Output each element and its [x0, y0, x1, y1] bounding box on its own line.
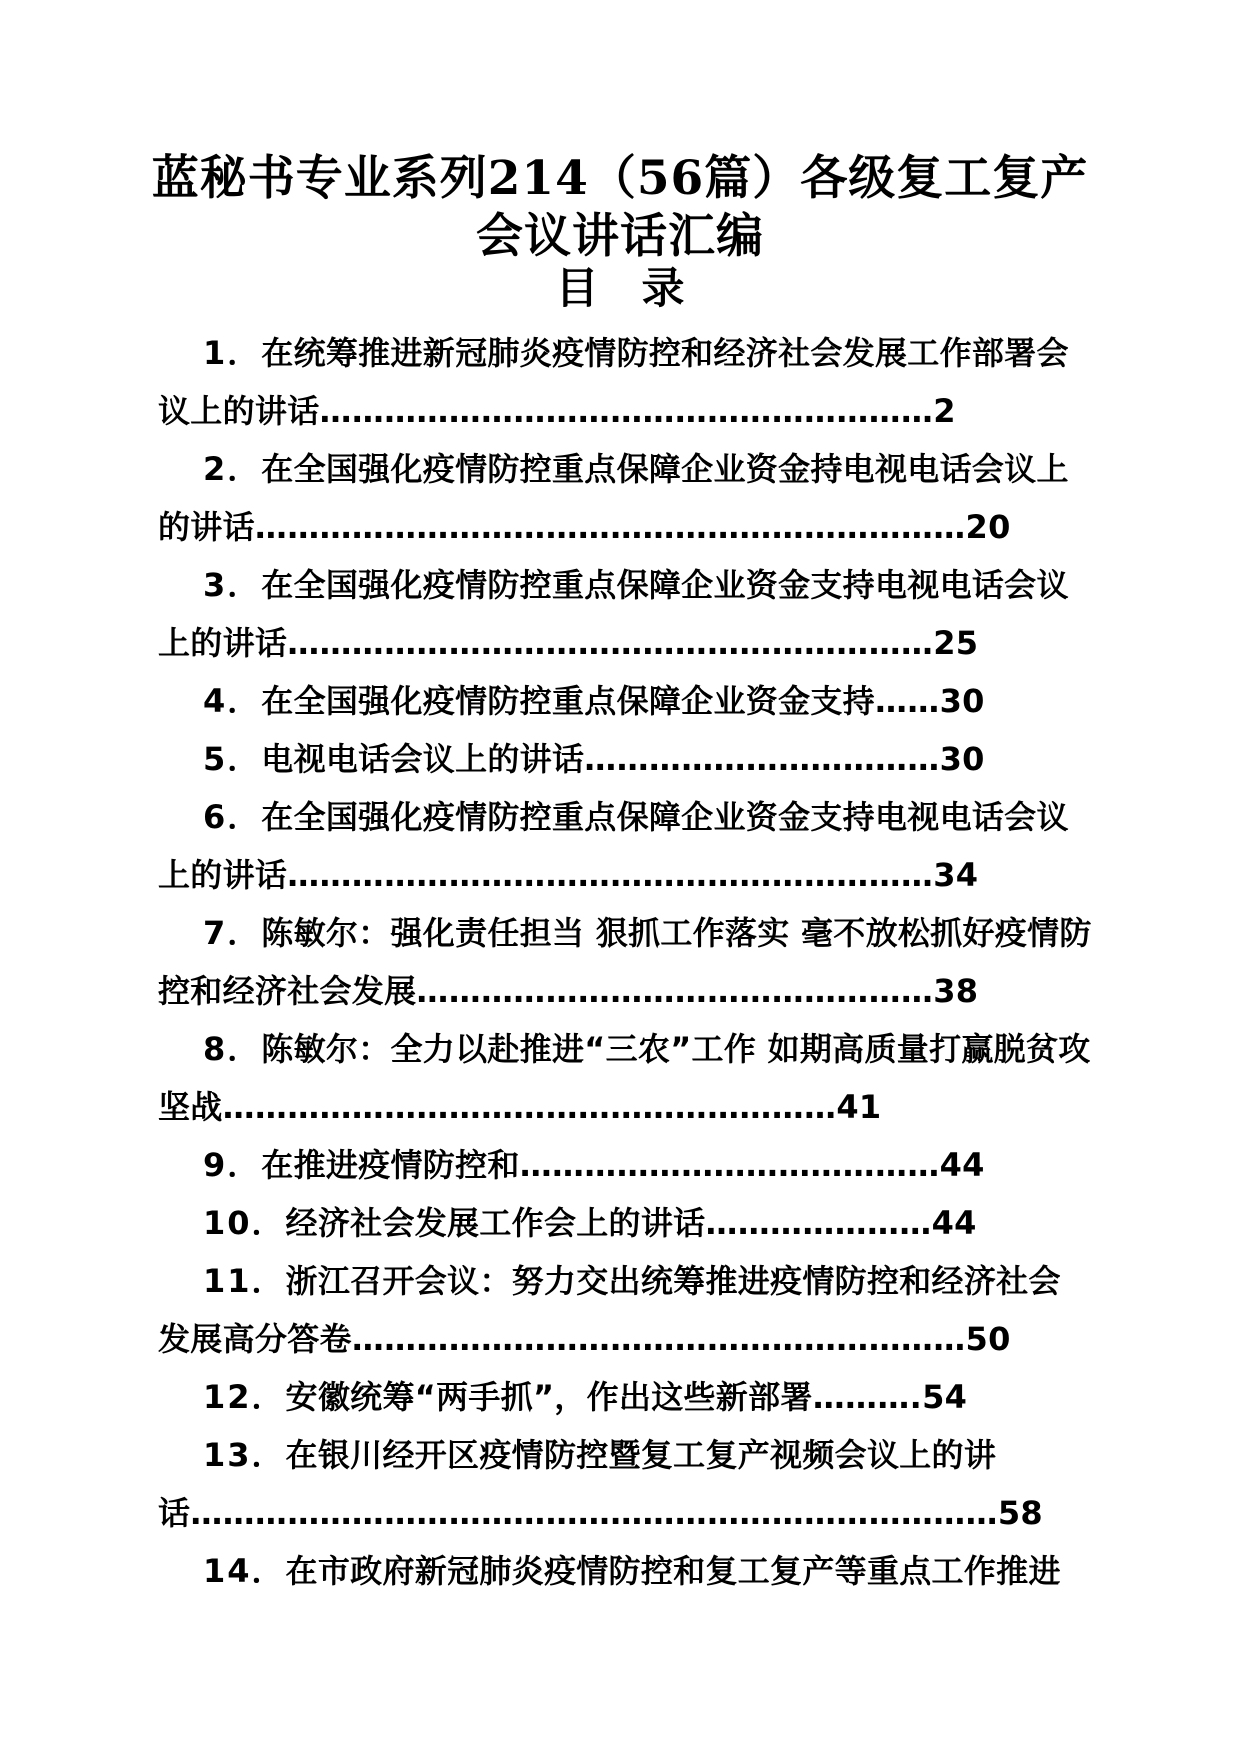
toc-entry-number: 6． — [203, 798, 262, 836]
toc-entry[interactable] — [158, 1020, 1092, 1136]
toc-entry[interactable] — [158, 1426, 1092, 1542]
toc-entry-number: 9． — [203, 1146, 262, 1184]
toc-entry[interactable] — [158, 1368, 1092, 1426]
toc-entry-number: 4． — [203, 682, 262, 720]
toc-entry-leader: ………………………………………………… — [319, 392, 934, 430]
toc-entry-page: 41 — [836, 1088, 882, 1126]
toc-entry-number: 14． — [203, 1552, 286, 1590]
document-title: 蓝秘书专业系列214（56篇）各级复工复产会议讲话汇编 — [151, 151, 1089, 264]
toc-entry-title: 在统筹推进新冠肺炎疫情防控和经济社会发展工作部署会议上的讲话 — [158, 334, 1069, 430]
toc-entry-title: 浙江召开会议：努力交出统筹推进疫情防控和经济社会发展高分答卷 — [158, 1262, 1061, 1358]
toc-entry-number: 3． — [203, 566, 262, 604]
toc-entry-number: 8． — [203, 1030, 262, 1068]
toc-entry-title: 在全国强化疫情防控重点保障企业资金支持电视电话会议上的讲话 — [158, 566, 1069, 662]
toc-entry[interactable] — [158, 904, 1092, 1020]
toc-entry-page: 30 — [939, 740, 985, 778]
toc-entry[interactable] — [158, 1136, 1092, 1194]
toc-entry-title: 在银川经开区疫情防控暨复工复产视频会议上的讲话 — [158, 1436, 997, 1532]
toc-entry-page: 54 — [922, 1378, 968, 1416]
toc-entry[interactable] — [158, 1542, 1092, 1600]
toc-entry-leader: …………………………………………………… — [287, 856, 934, 894]
toc-entry-number: 7． — [203, 914, 262, 952]
toc-entry-page: 25 — [933, 624, 979, 662]
toc-entry-number: 1． — [203, 334, 262, 372]
toc-entry-page: 38 — [933, 972, 979, 1010]
toc-entry-page: 44 — [939, 1146, 985, 1184]
toc-entry-leader: …… — [874, 682, 940, 720]
toc-entry-number: 2． — [203, 450, 262, 488]
toc-entry-title: 经济社会发展工作会上的讲话 — [285, 1204, 706, 1242]
toc-entry[interactable] — [158, 1252, 1092, 1368]
toc-entry-page: 2 — [933, 392, 956, 430]
toc-entry-title: 陈敏尔：强化责任担当 狠抓工作落实 毫不放松抓好疫情防控和经济社会发展 — [158, 914, 1092, 1010]
toc-entry-number: 13． — [203, 1436, 286, 1474]
toc-entry-title: 在全国强化疫情防控重点保障企业资金持电视电话会议上的讲话 — [158, 450, 1069, 546]
toc-entry-number: 5． — [203, 740, 262, 778]
toc-entry-number: 12． — [203, 1378, 286, 1416]
toc-entry-title: 安徽统筹“两手抓”，作出这些新部署 — [285, 1378, 813, 1416]
toc-entry-title: 陈敏尔：全力以赴推进“三农”工作 如期高质量打赢脱贫攻坚战 — [158, 1030, 1091, 1126]
toc-entry-leader: ………………………………………………………… — [254, 508, 966, 546]
toc-entry-page: 34 — [933, 856, 979, 894]
toc-entry-leader: ………………………………………………………………… — [190, 1494, 998, 1532]
toc-entry[interactable] — [158, 556, 1092, 672]
toc-entry-leader: ………………………………………………… — [351, 1320, 966, 1358]
toc-entry-title: 在全国强化疫情防控重点保障企业资金支持电视电话会议上的讲话 — [158, 798, 1069, 894]
toc-entry-leader: ………………………………………………… — [222, 1088, 837, 1126]
toc-entry-page: 58 — [997, 1494, 1043, 1532]
toc-entry-page: 30 — [939, 682, 985, 720]
toc-entry-number: 10． — [203, 1204, 286, 1242]
toc-entry-page: 50 — [965, 1320, 1011, 1358]
toc-entry-title: 在市政府新冠肺炎疫情防控和复工复产等重点工作推进 — [285, 1552, 1061, 1590]
toc-entry-leader: …………………………………………………… — [287, 624, 934, 662]
toc-entry[interactable] — [158, 672, 1092, 730]
toc-entry-title: 在推进疫情防控和 — [261, 1146, 520, 1184]
toc-entry-title: 电视电话会议上的讲话 — [261, 740, 585, 778]
toc-entry-page: 44 — [931, 1204, 977, 1242]
toc-entry-page: 20 — [965, 508, 1011, 546]
toc-entry-leader: ………………………………………… — [416, 972, 934, 1010]
toc-entry-number: 11． — [203, 1262, 286, 1300]
toc-entry-leader: …………………………… — [584, 740, 940, 778]
toc-entry[interactable] — [158, 1194, 1092, 1252]
toc-heading: 目 录 — [555, 264, 699, 314]
toc-entry[interactable] — [158, 440, 1092, 556]
toc-entry-leader: ………. — [812, 1378, 923, 1416]
toc-entry[interactable] — [158, 788, 1092, 904]
table-of-contents — [158, 324, 1092, 1600]
toc-entry[interactable] — [158, 730, 1092, 788]
toc-entry-leader: ………………… — [705, 1204, 932, 1242]
toc-entry-leader: ………………………………… — [519, 1146, 940, 1184]
toc-entry[interactable] — [158, 324, 1092, 440]
toc-entry-title: 在全国强化疫情防控重点保障企业资金支持 — [261, 682, 875, 720]
